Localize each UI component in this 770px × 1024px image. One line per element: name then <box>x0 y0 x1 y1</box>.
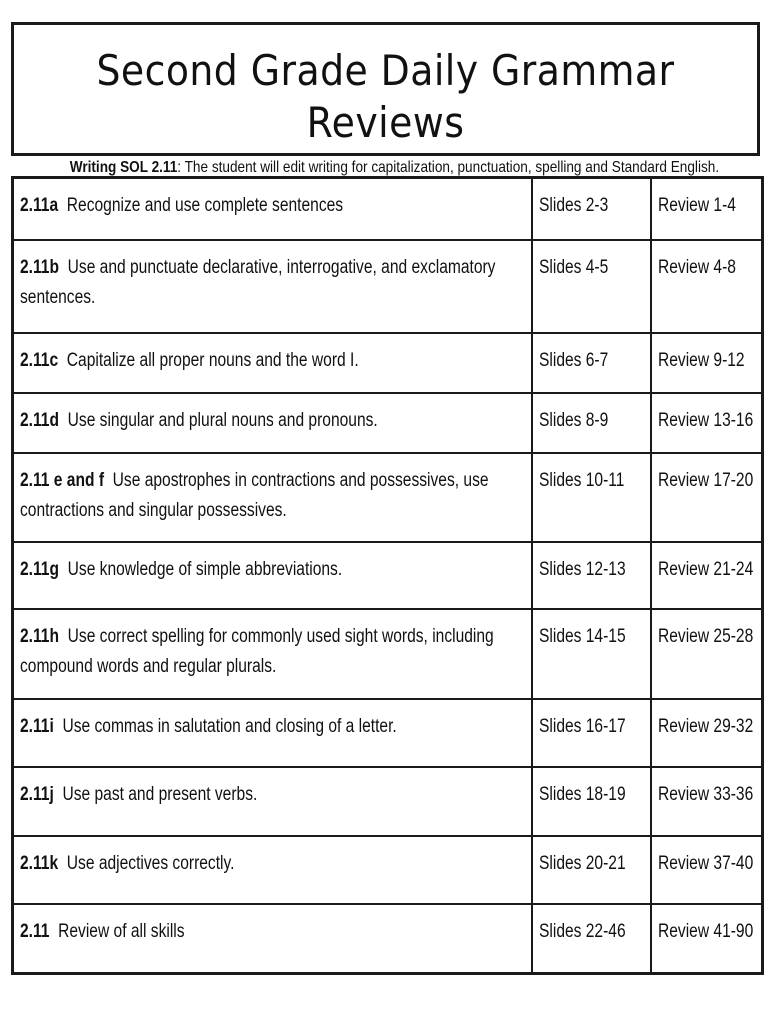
skill-text: Capitalize all proper nouns and the word I. <box>66 349 359 371</box>
header-box <box>11 22 760 176</box>
skill-cell <box>13 904 532 974</box>
slides-range: Slides 8-9 <box>538 409 608 431</box>
slides-range: Slides 2-3 <box>538 195 608 216</box>
skill-cell <box>13 542 532 609</box>
skill-cell <box>13 178 532 240</box>
review-range: Review 4-8 <box>657 256 736 278</box>
skill-cell <box>13 699 532 767</box>
skill-description <box>20 253 525 313</box>
slides-range: Slides 14-15 <box>538 625 626 647</box>
slides-range: Slides 20-21 <box>538 852 626 874</box>
review-cell <box>651 609 763 699</box>
table-row <box>13 453 763 542</box>
table-row <box>13 699 763 767</box>
slides-range: Slides 16-17 <box>538 715 626 737</box>
review-cell <box>651 393 763 453</box>
skill-code: 2.11d <box>20 409 59 431</box>
skill-text: Use past and present verbs. <box>62 783 258 805</box>
skill-description <box>20 555 525 585</box>
skills-table-body <box>13 178 763 974</box>
slides-cell <box>532 178 651 240</box>
skill-description <box>20 466 525 526</box>
slides-range: Slides 22-46 <box>538 920 626 942</box>
table-row <box>13 178 763 240</box>
review-cell <box>651 699 763 767</box>
review-cell <box>651 178 763 240</box>
skill-text: Use singular and plural nouns and pronouns. <box>67 409 378 431</box>
review-range: Review 9-12 <box>657 349 745 371</box>
skill-text: Use knowledge of simple abbreviations. <box>67 558 343 580</box>
review-range: Review 1-4 <box>657 195 736 216</box>
slides-range: Slides 6-7 <box>538 349 608 371</box>
slides-range: Slides 18-19 <box>538 783 626 805</box>
slides-cell <box>532 333 651 393</box>
slides-range: Slides 4-5 <box>538 256 608 278</box>
skill-text: Review of all skills <box>58 920 185 942</box>
skill-cell <box>13 240 532 333</box>
table-row <box>13 542 763 609</box>
slides-cell <box>532 699 651 767</box>
review-cell <box>651 333 763 393</box>
table-row <box>13 767 763 836</box>
skill-description <box>20 712 525 742</box>
slides-cell <box>532 904 651 974</box>
skill-code: 2.11g <box>20 558 59 580</box>
skill-cell <box>13 393 532 453</box>
review-cell <box>651 542 763 609</box>
skill-description <box>20 346 525 376</box>
skill-cell <box>13 836 532 904</box>
skill-cell <box>13 767 532 836</box>
review-range: Review 25-28 <box>657 625 753 647</box>
review-range: Review 17-20 <box>657 469 753 491</box>
slides-cell <box>532 542 651 609</box>
skill-code: 2.11c <box>20 349 59 371</box>
page-title: Second Grade Daily Grammar Reviews <box>96 46 675 147</box>
review-range: Review 41-90 <box>657 920 753 942</box>
skill-cell <box>13 609 532 699</box>
skill-text: Use apostrophes in contractions and possessives, use contractions and singular possessives. <box>20 469 489 521</box>
skill-description <box>20 917 525 947</box>
skill-text: Recognize and use complete sentences <box>66 195 344 216</box>
skill-code: 2.11 <box>20 920 50 942</box>
skill-text: Use and punctuate declarative, interrogative, and exclamatory sentences. <box>20 256 496 308</box>
slides-cell <box>532 453 651 542</box>
slides-cell <box>532 240 651 333</box>
slides-range: Slides 12-13 <box>538 558 626 580</box>
review-range: Review 37-40 <box>657 852 753 874</box>
skill-code: 2.11k <box>20 852 59 874</box>
skill-code: 2.11j <box>20 783 54 805</box>
skill-description <box>20 780 525 810</box>
review-range: Review 29-32 <box>657 715 753 737</box>
skill-description <box>20 849 525 879</box>
review-range: Review 33-36 <box>657 783 753 805</box>
skill-code: 2.11a <box>20 195 59 216</box>
skill-text: Use correct spelling for commonly used sight words, including compound words and regular plurals. <box>20 625 494 677</box>
skill-description <box>20 191 525 221</box>
review-cell <box>651 240 763 333</box>
slides-cell <box>532 836 651 904</box>
table-row <box>13 240 763 333</box>
slides-cell <box>532 609 651 699</box>
skill-cell <box>13 453 532 542</box>
skill-text: Use adjectives correctly. <box>66 852 235 874</box>
skill-code: 2.11 e and f <box>20 469 105 491</box>
table-row <box>13 904 763 974</box>
skill-code: 2.11b <box>20 256 59 278</box>
review-cell <box>651 904 763 974</box>
slides-range: Slides 10-11 <box>538 469 624 491</box>
table-row <box>13 609 763 699</box>
slides-cell <box>532 393 651 453</box>
skill-cell <box>13 333 532 393</box>
skill-description <box>20 406 525 436</box>
skills-table <box>11 176 764 975</box>
review-cell <box>651 836 763 904</box>
review-cell <box>651 453 763 542</box>
review-range: Review 21-24 <box>657 558 753 580</box>
slides-cell <box>532 767 651 836</box>
review-range: Review 13-16 <box>657 409 753 431</box>
review-cell <box>651 767 763 836</box>
sol-label: Writing SOL 2.11 <box>69 159 178 176</box>
sol-description: : The student will edit writing for capitalization, punctuation, spelling and Standard English. <box>177 159 720 176</box>
table-row <box>13 836 763 904</box>
skill-text: Use commas in salutation and closing of a letter. <box>62 715 397 737</box>
skill-code: 2.11h <box>20 625 59 647</box>
sol-standard <box>69 159 720 177</box>
skill-description <box>20 622 525 682</box>
table-row <box>13 333 763 393</box>
table-row <box>13 393 763 453</box>
skill-code: 2.11i <box>20 715 54 737</box>
